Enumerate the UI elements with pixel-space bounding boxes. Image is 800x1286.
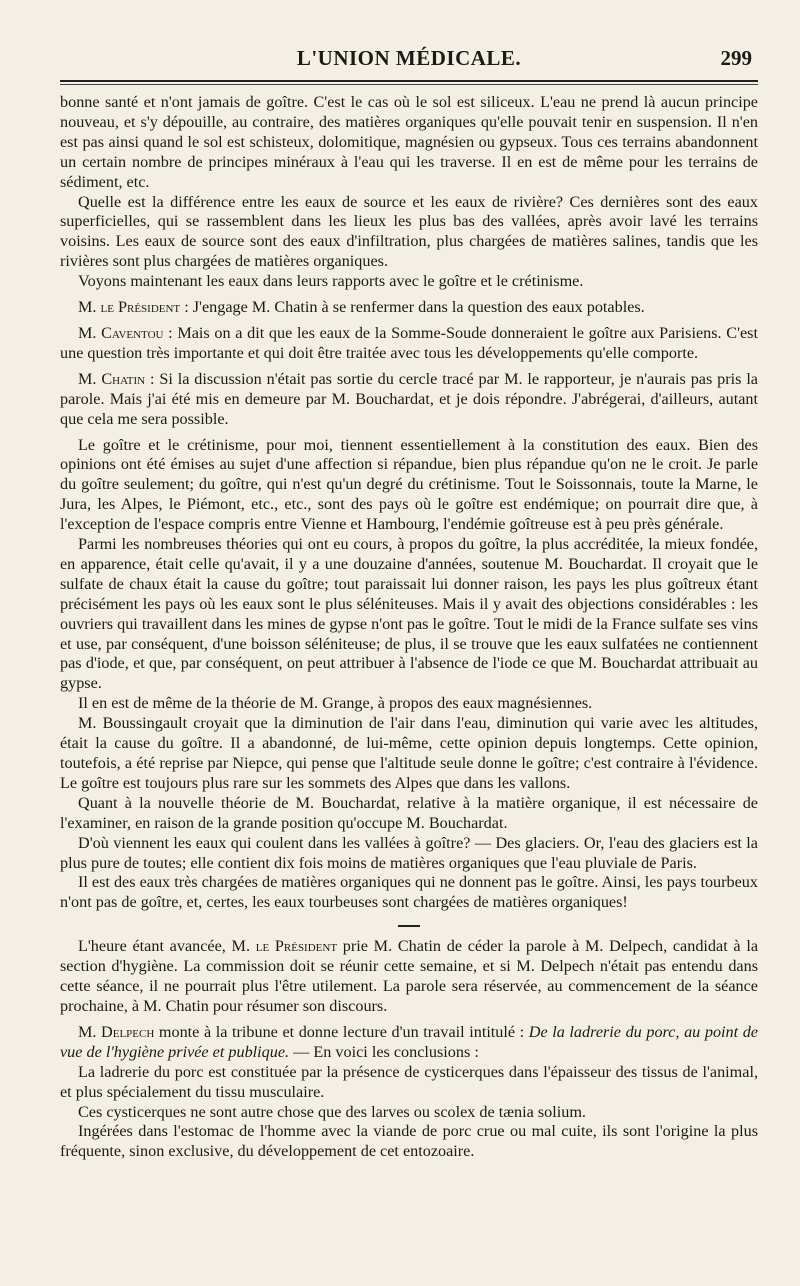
speech-text: : Mais on a dit que les eaux de la Somme-Soude donneraient le goître aux Parisiens. C'est une question très importante et qui doit être traitée avec tous les développements qu'elle comporte. bbox=[60, 323, 758, 362]
paragraph: bonne santé et n'ont jamais de goître. C'est le cas où le sol est siliceux. L'eau ne prend là aucun principe nouveau, et s'y dépouille, au contraire, des matières organiques qu'elle pouvait tenir en suspension. Il n'en est pas ainsi quand le sol est schisteux, dolomitique, magnésien ou gypseux. Tous ces terrains abandonnent un certain nombre de principes minéraux à l'eau qui les traverse. Il en est de même pour les terrains de sédiment, etc. bbox=[60, 93, 758, 191]
intro-text: — En voici les conclusions : bbox=[289, 1042, 479, 1061]
speaker-name: Chatin bbox=[101, 369, 146, 388]
chatin-remark bbox=[60, 370, 758, 430]
conclusion-paragraph: Ingérées dans l'estomac de l'homme avec la viande de porc crue ou mal cuite, ils sont l'origine la plus fréquente, sinon exclusive, du développement de cet entozoaire. bbox=[60, 1122, 758, 1161]
speaker-name: le Président bbox=[255, 937, 338, 956]
paragraph: Parmi les nombreuses théories qui ont eu cours, à propos du goître, la plus accréditée, la mieux fondée, en apparence, était celle qu'avait, il y a une douzaine d'années, soutenue M. Bouchardat. Il croyait que le sulfate de chaux était la cause du goître; tout paraissait lui donner raison, les pays les plus goîtreux étant précisément les pays où les eaux sont le plus séléniteuses. Mais il y avait des objections considérables : les ouvriers qui travaillent dans les mines de gypse n'ont pas le goître. Tout le midi de la France sulfate ses vins et use, par conséquent, d'une boisson séléniteuse; de plus, il se trouve que les eaux sulfatées ne contiennent pas d'iode, et que, par conséquent, on peut attribuer à l'absence de l'iode ce que M. Bouchardat attribuait au gypse. bbox=[60, 535, 758, 693]
page-number: 299 bbox=[720, 46, 752, 70]
speaker-prefix: M. bbox=[78, 1022, 102, 1041]
caventou-remark bbox=[60, 324, 758, 364]
speaker-prefix: M. bbox=[78, 369, 102, 388]
closing-text: prie M. Chatin de céder la parole à M. Delpech, candidat à la section d'hygiène. La commission doit se réunir cette semaine, et si M. Delpech n'était pas entendu dans cette séance, il ne pourrait plus l'être utilement. La parole sera réservée, au commencement de la séance prochaine, à M. Chatin pour résumer son discours. bbox=[60, 937, 759, 1015]
paragraph: Quelle est la différence entre les eaux de source et les eaux de rivière? Ces dernières sont des eaux superficielles, qui se rassemblent dans les lieux les plus bas des vallées, après avoir lavé les terrains voisins. Les eaux de source sont des eaux d'infiltration, plus chargées de matières salines, tandis que les rivières sont plus chargées de matières organiques. bbox=[60, 192, 758, 271]
paragraph: Le goître et le crétinisme, pour moi, tiennent essentiellement à la constitution des eaux. Bien des opinions ont été émises au sujet d'une affection si répandue, bien plus répandue qu'on ne le croit. Je parle du goître seulement; du goître, qui n'est qu'un degré du crétinisme. Tout le Soissonnais, toute la Marne, le Jura, les Alpes, le Piémont, etc., etc., sont des pays où le goître est endémique; on pourrait dire que, à l'exception de l'espace compris entre Vienne et Hambourg, l'endémie goîtreuse est à peu près générale. bbox=[60, 435, 758, 534]
paragraph: M. Boussingault croyait que la diminution de l'air dans l'eau, diminution qui varie avec les altitudes, était la cause du goître. Il a abandonné, de lui-même, cette opinion depuis longtemps. Cette opinion, toutefois, a été reprise par Niepce, qui pense que l'altitude seule donne le goître; c'est contraire à l'évidence. Le goître est toujours plus rare sur les sommets des Alpes que dans les vallons. bbox=[60, 714, 758, 792]
speech-text: : J'engage M. Chatin à se renfermer dans la question des eaux potables. bbox=[180, 298, 645, 317]
speaker-name: Delpech bbox=[101, 1022, 155, 1041]
conclusion-paragraph: Ces cysticerques ne sont autre chose que des larves ou scolex de tænia solium. bbox=[78, 1102, 586, 1121]
paragraph: Voyons maintenant les eaux dans leurs rapports avec le goître et le crétinisme. bbox=[78, 272, 584, 291]
paragraph: D'où viennent les eaux qui coulent dans les vallées à goître? — Des glaciers. Or, l'eau des glaciers est la plus pure de toutes; elle contient dix fois moins de matières organiques que l'eau pluviale de Paris. bbox=[60, 833, 758, 872]
president-remark bbox=[60, 298, 758, 318]
header-rule bbox=[60, 80, 758, 82]
speaker-name: Caventou bbox=[101, 323, 164, 342]
closing-text: L'heure étant avancée, M. bbox=[78, 937, 256, 956]
speaker-prefix: M. bbox=[78, 323, 102, 342]
paragraph: Il en est de même de la théorie de M. Grange, à propos des eaux magnésiennes. bbox=[78, 694, 593, 713]
closing-paragraph bbox=[60, 937, 758, 1017]
speaker-prefix: M. bbox=[78, 298, 101, 317]
delpech-intro bbox=[60, 1023, 758, 1063]
paragraph: Il est des eaux très chargées de matières organiques qui ne donnent pas le goître. Ainsi, les pays tourbeux n'ont pas de goître, et, certes, les eaux tourbeuses sont chargées de matières organiques! bbox=[60, 873, 758, 912]
paragraph: Quant à la nouvelle théorie de M. Bouchardat, relative à la matière organique, il est nécessaire de l'examiner, en raison de la grande position qu'occupe M. Bouchardat. bbox=[60, 793, 758, 832]
journal-title: L'UNION MÉDICALE. bbox=[296, 46, 522, 70]
article-body bbox=[60, 93, 758, 1162]
intro-text: monte à la tribune et donne lecture d'un travail intitulé : bbox=[154, 1022, 529, 1041]
page-header bbox=[60, 40, 758, 76]
conclusion-paragraph: La ladrerie du porc est constituée par la présence de cysticerques dans l'épaisseur des tissus de l'animal, et plus spécialement du tissu musculaire. bbox=[60, 1062, 758, 1101]
speech-text: : Si la discussion n'était pas sortie du cercle tracé par M. le rapporteur, je n'aurais pas pris la parole. Mais j'ai été mis en demeure par M. Bouchardat, et je dois répondre. J'abrégerai, d'ailleurs, autant que cela me sera possible. bbox=[60, 369, 758, 428]
speaker-name: le Président bbox=[100, 298, 181, 317]
section-separator bbox=[398, 925, 420, 927]
work-title: De la ladrerie du porc, au point de vue de l'hygiène privée et publique. bbox=[60, 1022, 758, 1061]
header-rule-thin bbox=[60, 84, 758, 85]
